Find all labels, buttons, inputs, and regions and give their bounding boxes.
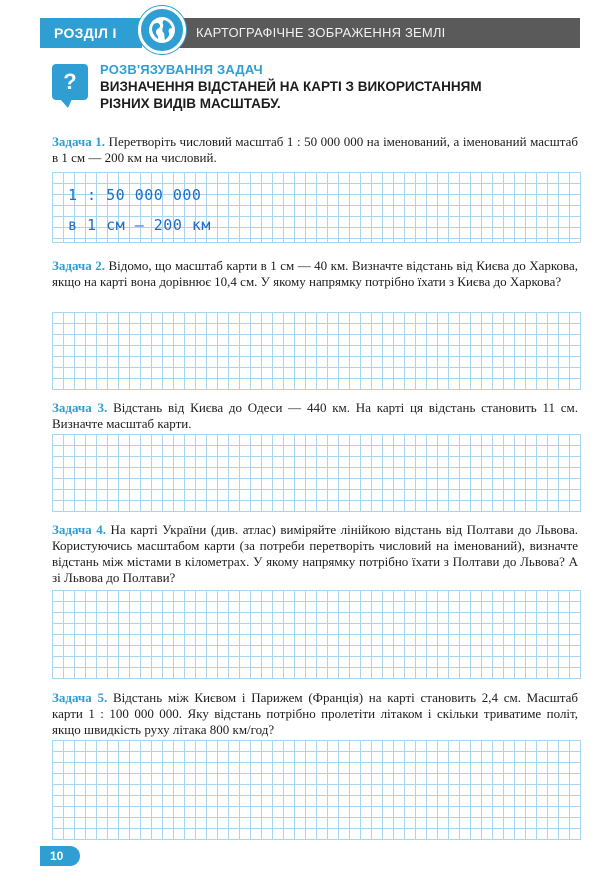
task-2-text: Відомо, що масштаб карти в 1 см — 40 км. Визначте відстань від Києва до Харкова, якщо на карті вона дорівнює 10,4 см. У якому напрямку потрібно їхати з Києва до Харкова? xyxy=(52,258,579,289)
section-label: РОЗДІЛ І xyxy=(40,18,142,48)
topic-title: ВИЗНАЧЕННЯ ВІДСТАНЕЙ НА КАРТІ З ВИКОРИСТАННЯМ РІЗНИХ ВИДІВ МАСШТАБУ. xyxy=(100,79,482,111)
handwritten-answer-1: 1 : 50 000 000 xyxy=(68,186,202,204)
topic-label: РОЗВ'ЯЗУВАННЯ ЗАДАЧ xyxy=(100,62,263,77)
answer-grid-3[interactable] xyxy=(52,434,581,512)
task-5 xyxy=(52,690,578,738)
task-1-text: Перетворіть числовий масштаб 1 : 50 000 000 на іменований, а іменований масштаб в 1 см — 200 км на числовий. xyxy=(52,134,579,165)
handwritten-answer-2: в 1 см — 200 км xyxy=(68,216,211,234)
answer-grid-5[interactable] xyxy=(52,740,581,840)
chapter-title: КАРТОГРАФІЧНЕ ЗОБРАЖЕННЯ ЗЕМЛІ xyxy=(178,18,580,48)
question-icon: ? xyxy=(52,64,88,100)
page-number: 10 xyxy=(40,846,80,866)
task-2-label: Задача 2. xyxy=(52,258,105,273)
task-4-text: На карті України (див. атлас) виміряйте лінійкою відстань від Полтави до Львова. Користуючись масштабом карти (за потреби перетворіть числовий на іменований), визначте відстань між містами в кілометрах. У якому напрямку потрібно їхати з Полтави до Львова? А зі Львова до Полтави? xyxy=(52,522,579,585)
task-2 xyxy=(52,258,578,290)
page-header xyxy=(0,0,600,58)
task-5-label: Задача 5. xyxy=(52,690,108,705)
task-3-text: Відстань від Києва до Одеси — 440 км. На карті ця відстань становить 11 см. Визначте масштаб карти. xyxy=(52,400,579,431)
task-1 xyxy=(52,134,578,166)
globe-icon xyxy=(138,6,186,54)
task-3 xyxy=(52,400,578,432)
topic-heading xyxy=(100,62,500,112)
task-5-text: Відстань між Києвом і Парижем (Франція) на карті становить 2,4 см. Масштаб карти 1 : 100 000 000. Яку відстань потрібно пролетіти літаком і скільки триватиме політ, якщо швидкість руху літака 800 км/год? xyxy=(52,690,579,737)
answer-grid-4[interactable] xyxy=(52,590,581,679)
task-4 xyxy=(52,522,578,586)
task-3-label: Задача 3. xyxy=(52,400,108,415)
task-1-label: Задача 1. xyxy=(52,134,106,149)
answer-grid-2[interactable] xyxy=(52,312,581,390)
task-4-label: Задача 4. xyxy=(52,522,107,537)
